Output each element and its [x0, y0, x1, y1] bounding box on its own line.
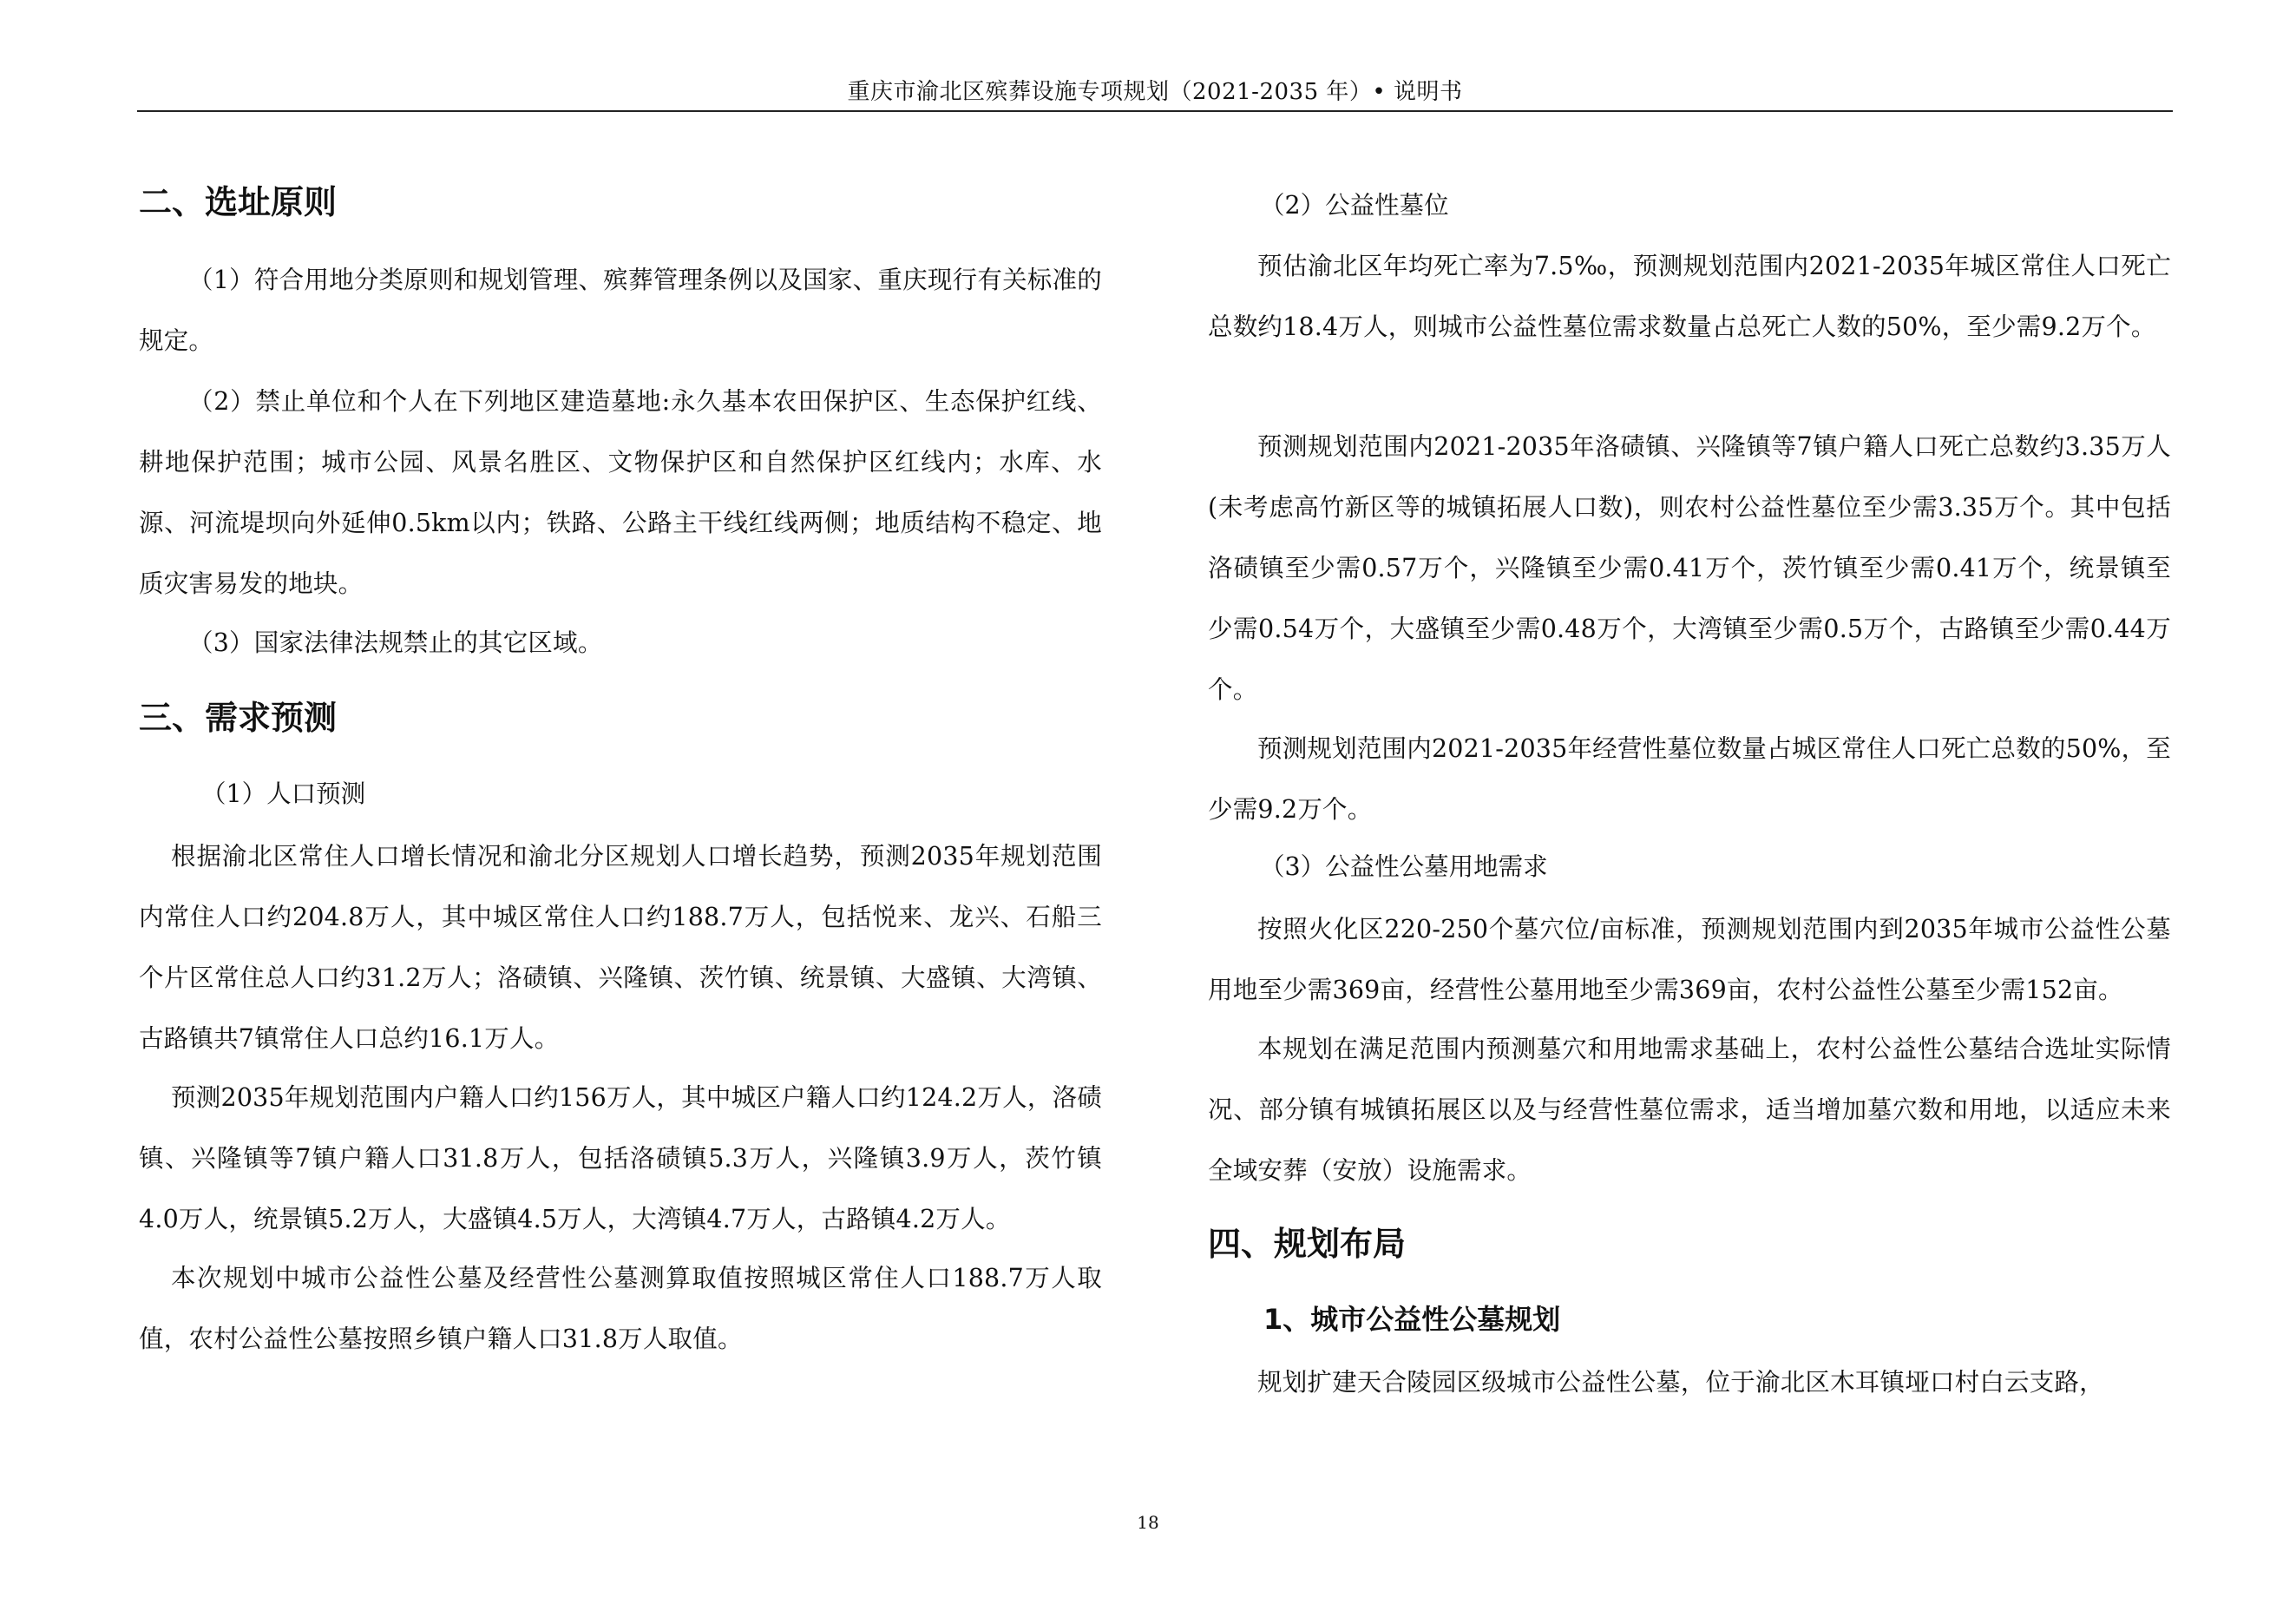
running-header: 重庆市渝北区殡葬设施专项规划（2021-2035 年）• 说明书 [847, 79, 1463, 105]
paragraph-land-demand-1: 按照火化区220-250个墓穴位/亩标准，预测规划范围内到2035年城市公益性公墓用地至少需369亩，经营性公墓用地至少需369亩，农村公益性公墓至少需152亩。 [1208, 915, 2171, 1004]
subheading-land-demand: （3）公益性公墓用地需求 [1260, 852, 1548, 881]
paragraph-commercial-graves: 预测规划范围内2021-2035年经营性墓位数量占城区常住人口死亡总数的50%，至少需9.2万个。 [1208, 734, 2171, 824]
paragraph-site-rule-3: （3）国家法律法规禁止的其它区域。 [188, 628, 603, 657]
page-number: 18 [1137, 1512, 1159, 1533]
paragraph-land-demand-2: 本规划在满足范围内预测墓穴和用地需求基础上，农村公益性公墓结合选址实际情况、部分镇有城镇拓展区以及与经营性墓位需求，适当增加墓穴数和用地，以适应未来全域安葬（安放）设施需求。 [1208, 1035, 2171, 1185]
paragraph-population-1: 根据渝北区常住人口增长情况和渝北分区规划人口增长趋势，预测2035年规划范围内常住人口约204.8万人，其中城区常住人口约188.7万人，包括悦来、龙兴、石船三个片区常住总人口约31.2万人；洛碛镇、兴隆镇、茨竹镇、统景镇、大盛镇、大湾镇、古路镇共7镇常住人口总约16.1万人。 [139, 842, 1102, 1053]
subheading-population-forecast: （1）人口预测 [201, 779, 366, 808]
subsection-city-public-cemetery: 1、城市公益性公墓规划 [1263, 1303, 1561, 1336]
header-rule [137, 110, 2173, 112]
section-3-title: 三、需求预测 [139, 699, 338, 737]
paragraph-public-graves-1: 预估渝北区年均死亡率为7.5‰，预测规划范围内2021-2035年城区常住人口死亡总数约18.4万人，则城市公益性墓位需求数量占总死亡人数的50%，至少需9.2万个。 [1208, 252, 2171, 341]
paragraph-site-rule-2: （2）禁止单位和个人在下列地区建造墓地:永久基本农田保护区、生态保护红线、耕地保护范围；城市公园、风景名胜区、文物保护区和自然保护区红线内；水库、水源、河流堤坝向外延伸0.5km以内；铁路、公路主干线红线两侧；地质结构不稳定、地质灾害易发的地块。 [139, 387, 1102, 598]
paragraph-site-rule-1: （1）符合用地分类原则和规划管理、殡葬管理条例以及国家、重庆现行有关标准的规定。 [139, 266, 1102, 355]
section-4-title: 四、规划布局 [1208, 1225, 1407, 1263]
paragraph-population-3: 本次规划中城市公益性公墓及经营性公墓测算取值按照城区常住人口188.7万人取值，农村公益性公墓按照乡镇户籍人口31.8万人取值。 [139, 1264, 1102, 1353]
paragraph-public-graves-2: 预测规划范围内2021-2035年洛碛镇、兴隆镇等7镇户籍人口死亡总数约3.35万人(未考虑高竹新区等的城镇拓展人口数)，则农村公益性墓位至少需3.35万个。其中包括洛碛镇至少需0.57万个，兴隆镇至少需0.41万个，茨竹镇至少需0.41万个，统景镇至少需0.54万个，大盛镇至少需0.48万个，大湾镇至少需0.5万个，古路镇至少需0.44万个。 [1208, 432, 2171, 704]
paragraph-city-public-cemetery: 规划扩建天合陵园区级城市公益性公墓，位于渝北区木耳镇垭口村白云支路， [1257, 1368, 2104, 1397]
paragraph-population-2: 预测2035年规划范围内户籍人口约156万人，其中城区户籍人口约124.2万人，洛碛镇、兴隆镇等7镇户籍人口31.8万人，包括洛碛镇5.3万人，兴隆镇3.9万人，茨竹镇4.0万人，统景镇5.2万人，大盛镇4.5万人，大湾镇4.7万人，古路镇4.2万人。 [139, 1083, 1102, 1233]
section-2-title: 二、选址原则 [139, 183, 338, 221]
subheading-public-graves: （2）公益性墓位 [1260, 191, 1449, 220]
